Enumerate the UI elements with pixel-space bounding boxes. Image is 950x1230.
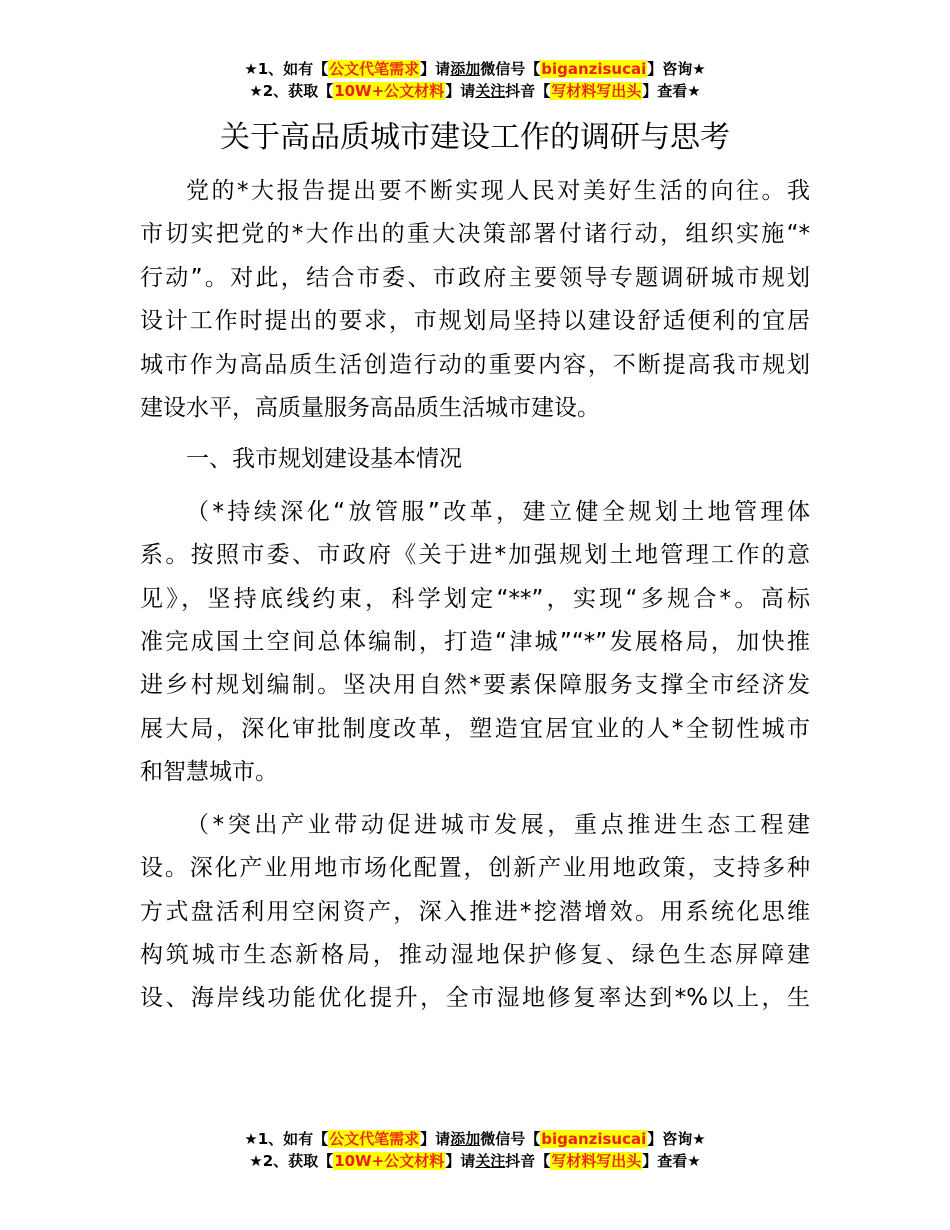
text-line: （*持续深化“放管服”改革，建立健全规划土地管理体 <box>186 498 810 525</box>
text-line: 市切实把党的*大作出的重大决策部署付诸行动，组织实施“* <box>140 221 810 248</box>
banner-highlight: biganzisucai <box>541 60 647 78</box>
banner-text: 微信号【 <box>480 60 541 78</box>
banner-highlight: 写材料写出头 <box>551 1152 642 1170</box>
banner-text: 】请 <box>420 60 451 78</box>
banner-text: ★1、如有【 <box>244 1130 329 1148</box>
text-line: 准完成国土空间总体编制，打造“津城”“*”发展格局，加快推 <box>140 629 810 656</box>
text-line: 设计工作时提出的要求，市规划局坚持以建设舒适便利的宜居 <box>140 308 810 335</box>
banner-text: 】请 <box>420 1130 451 1148</box>
banner-highlight: 公文代笔需求 <box>329 1130 420 1148</box>
paragraph-reform <box>140 491 810 795</box>
banner-line-1 <box>0 58 950 80</box>
text-line: 展大局，深化审批制度改革，塑造宜居宜业的人*全韧性城市 <box>140 715 810 742</box>
banner-underline: 添加 <box>450 60 481 78</box>
paragraph-industry <box>140 804 810 1021</box>
banner-text: ★2、获取【 <box>249 1152 334 1170</box>
banner-underline: 关注 <box>475 82 506 100</box>
text-line: 系。按照市委、市政府《关于进*加强规划土地管理工作的意 <box>140 542 810 569</box>
text-line: 构筑城市生态新格局，推动湿地保护修复、绿色生态屏障建 <box>140 941 810 968</box>
banner-text: ★1、如有【 <box>244 60 329 78</box>
text-line: 和智慧城市。 <box>140 759 278 786</box>
text-line: 设、海岸线功能优化提升，全市湿地修复率达到*%以上，生 <box>140 985 810 1012</box>
banner-text: 抖音【 <box>505 1152 551 1170</box>
text-line: 行动”。对此，结合市委、市政府主要领导专题调研城市规划 <box>140 264 810 291</box>
banner-text: 】咨询★ <box>647 1130 706 1148</box>
document-title: 关于高品质城市建设工作的调研与思考 <box>220 120 730 155</box>
banner-highlight: biganzisucai <box>541 1130 647 1148</box>
paragraph-intro <box>140 170 810 430</box>
text-line: 见》，坚持底线约束，科学划定“**”，实现“多规合*。高标 <box>140 585 810 612</box>
text-line: 方式盘活利用空闲资产，深入推进*挖潜增效。用系统化思维 <box>140 898 810 925</box>
banner-text: 】请 <box>445 1152 476 1170</box>
text-line: （*突出产业带动促进城市发展，重点推进生态工程建 <box>186 811 810 838</box>
text-line: 设。深化产业用地市场化配置，创新产业用地政策，支持多种 <box>140 855 810 882</box>
banner-text: 】请 <box>445 82 476 100</box>
header-banner <box>0 58 950 102</box>
text-line: 进乡村规划编制。坚决用自然*要素保障服务支撑全市经济发 <box>140 672 810 699</box>
banner-underline: 关注 <box>475 1152 506 1170</box>
banner-text: ★2、获取【 <box>249 82 334 100</box>
banner-text: 】查看★ <box>642 82 701 100</box>
document-body <box>140 170 810 1030</box>
banner-text: 】咨询★ <box>647 60 706 78</box>
section-heading <box>140 438 810 481</box>
text-line: 党的*大报告提出要不断实现人民对美好生活的向往。我 <box>186 178 810 204</box>
banner-line-2 <box>0 1150 950 1172</box>
banner-text: 抖音【 <box>505 82 551 100</box>
banner-text: 】查看★ <box>642 1152 701 1170</box>
banner-highlight: 10W+公文材料 <box>334 82 445 100</box>
banner-highlight: 写材料写出头 <box>551 82 642 100</box>
banner-line-1 <box>0 1128 950 1150</box>
banner-underline: 添加 <box>450 1130 481 1148</box>
banner-highlight: 10W+公文材料 <box>334 1152 445 1170</box>
banner-highlight: 公文代笔需求 <box>329 60 420 78</box>
section-heading-text: 一、我市规划建设基本情况 <box>186 446 462 473</box>
banner-line-2 <box>0 80 950 102</box>
banner-text: 微信号【 <box>480 1130 541 1148</box>
text-line: 城市作为高品质生活创造行动的重要内容，不断提高我市规划 <box>140 351 810 378</box>
text-line: 建设水平，高质量服务高品质生活城市建设。 <box>140 395 600 422</box>
footer-banner <box>0 1128 950 1172</box>
